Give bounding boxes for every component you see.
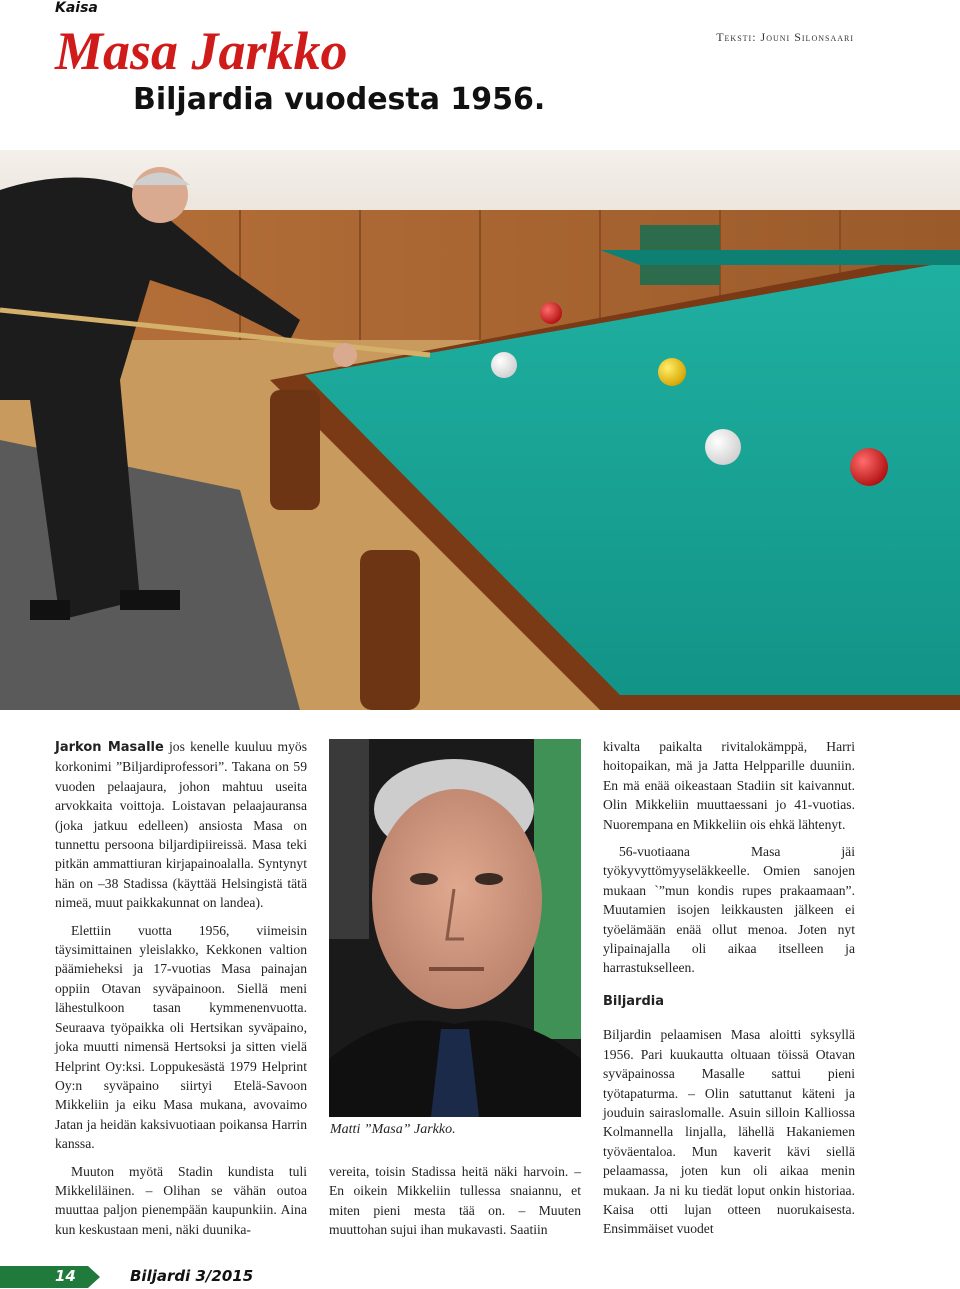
col1-paragraph-1 xyxy=(55,737,307,913)
col3-paragraph-1: kivalta paikalta rivitalokämppä, Harri hoitopaikan, mä ja Jatta Helpparille duuniin. En mä enää oikeastaan Stadiin sit kaivannut. Olin Mikkeliin muuttaessani jo 41-vuotias. Nuorempana en Mikkeliin ois ehkä lähtenyt. xyxy=(603,739,855,832)
lead-in: Jarkon Masalle xyxy=(55,740,164,755)
col1-paragraph-2: Elettiin vuotta 1956, viimeisin täysimittainen yleislakko, Kekkonen valtion päämieheksi ja 17-vuotias Masa painajan oppiin Otavan syväpainoon. Siellä meni lähestulkoon tasan kymmenenvuotta. Seuraava työpaikka oli Hertsikan syväpaino, joka muutti nimensä Hertsoksi ja sitten vielä Helprint Oy:ksi. Loppukesästä 1979 Helprint Oy:n syväpaino siirtyi Etelä-Savoon Mikkeliin ja eiku Masa mukana, avovaimo Jatan ja heidän kaksivuotiaan poikansa Harrin kanssa. xyxy=(55,922,307,1152)
article-title: Masa Jarkko xyxy=(55,21,348,81)
col1-paragraph-3: Muuton myötä Stadin kundista tuli Mikkeliläinen. – Olihan se vähän outoa muuttaa paljon pienempään kaupunkiin. Aina kun keskustaan meni, näki duunika- xyxy=(55,1163,307,1237)
column-3 xyxy=(603,737,855,1247)
footer-page-tab xyxy=(0,1266,100,1288)
author-credit: Teksti: Jouni Silonsaari xyxy=(716,30,854,44)
article-subtitle: Biljardia vuodesta 1956. xyxy=(133,82,546,117)
column-2 xyxy=(329,1162,581,1248)
col2-paragraph-1: vereita, toisin Stadissa heitä näki harvoin. – En oikein Mikkeliin tullessa snaiannu, et miten pieni mesta tää on. – Muuten muuttohan sujui ihan mukavasti. Saatiin xyxy=(329,1164,581,1238)
magazine-issue: Biljardi 3/2015 xyxy=(130,1267,254,1285)
col1-text-1: jos kenelle kuuluu myös korkonimi ”Biljardiprofessori”. Takana on 59 vuoden pelaajaura, johon mahtuu useita arvokkaita voittoja. Loistavan pelaajauransa (joka jatkuu edelleen) ansiosta Masa on tunnettu persoona biljardipiireissä. Masa teki pitkän ammattiuran kirjapainoalalla. Syntynyt hän on –38 Stadissa (käyttää Helsingistä tätä nimeä, muut paikkakunnat on landea). xyxy=(55,739,307,911)
subheading-biljardia: Biljardia xyxy=(603,993,664,1009)
page-number: 14 xyxy=(55,1267,76,1285)
col3-paragraph-3: Biljardin pelaamisen Masa aloitti syksyllä 1956. Pari kuukautta oltuaan töissä Otavan syväpainossa Masalle sattui pieni työtapaturma. – Olin satuttanut käteni ja jouduin sairaslomalle. Asuin silloin Kalliossa Kolmannella linjalla, lähellä Hakaniemen työväentaloa. Mun kaverit kävi siellä pelaamassa, joten kun oli aikaa menin mukaan. Ja ni ku tiedät loput onkin historiaa. Kaisa otti lujan otteen nuorukaisesta. Ensimmäiset vuodet xyxy=(603,1027,855,1237)
column-1 xyxy=(55,737,307,1247)
col3-paragraph-2: 56-vuotiaana Masa jäi työkyvyttömyyseläkkeelle. Omien sanojen mukaan `”mun kondis rupes prakaamaan”. Muutamien isojen leikkausten jälkeen ei työelämään enää ollut menoa. Joten nyt ylipainajalla oli aikaa itselleen ja harrastukselleen. xyxy=(603,844,855,976)
photo-caption: Matti ”Masa” Jarkko. xyxy=(330,1122,456,1137)
hero-photo xyxy=(0,150,960,710)
portrait-photo xyxy=(329,739,581,1117)
section-tag: Kaisa xyxy=(55,0,98,16)
